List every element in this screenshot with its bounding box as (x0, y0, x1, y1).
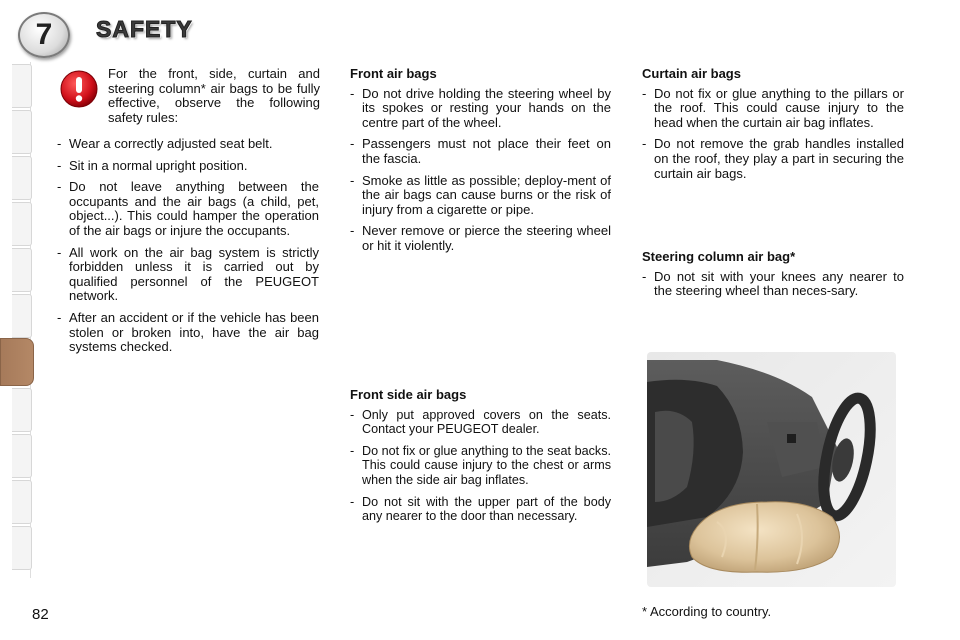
list-item-text: Passengers must not place their feet on the fascia. (362, 136, 611, 166)
bullet-dash: - (350, 494, 355, 509)
list-item (642, 270, 904, 299)
section-heading: Steering column air bag* (642, 249, 796, 264)
page-number: 82 (32, 606, 49, 623)
chapter-tab[interactable] (12, 434, 32, 478)
chapter-tab[interactable] (12, 388, 32, 432)
list-item (57, 311, 319, 355)
bullet-dash: - (350, 172, 355, 188)
bullet-dash: - (642, 136, 647, 152)
bullet-dash: - (642, 85, 647, 101)
list-item-text: Never remove or pierce the steering wheel or hit it violently. (362, 223, 611, 253)
chapter-tab[interactable] (12, 202, 32, 246)
list-item-text: Do not fix or glue anything to the pillars or the roof. This could cause injury to the head when the curtain air bag inflates. (654, 85, 904, 130)
list-item-text: Do not remove the grab handles installed on the roof, they play a part in securing the curtain air bags. (654, 136, 904, 181)
chapter-tab[interactable] (12, 64, 32, 108)
steering-column-airbag-illustration (647, 352, 896, 587)
list-item-text: Do not fix or glue anything to the seat backs. This could cause injury to the chest or arms when the side air bag inflates. (362, 443, 611, 487)
list-item-text: All work on the air bag system is strictly forbidden unless it is carried out by qualified personnel of the PEUGEOT network. (69, 244, 319, 304)
list-item (57, 246, 319, 304)
list-item-text: After an accident or if the vehicle has been stolen or broken into, have the air bag systems checked. (69, 309, 319, 355)
list-item (350, 495, 611, 524)
list-item (57, 159, 319, 174)
bullet-dash: - (350, 407, 355, 422)
list-item-text: Do not leave anything between the occupants and the air bags (a child, pet, object...). This could hamper the operation of the air bags or injure the occupants. (69, 179, 319, 238)
bullet-dash: - (350, 136, 355, 152)
list-item (350, 174, 611, 218)
front-side-air-bags-section (350, 388, 611, 531)
curtain-air-bags-list (642, 87, 904, 182)
bullet-dash: - (57, 136, 62, 151)
list-item (350, 224, 611, 253)
list-item-text: Wear a correctly adjusted seat belt. (69, 136, 273, 151)
bullet-dash: - (57, 179, 62, 195)
bullet-dash: - (350, 223, 355, 239)
front-air-bags-list (350, 87, 611, 254)
section-heading: Curtain air bags (642, 66, 741, 81)
exclamation-warning-icon (60, 70, 98, 108)
bullet-dash: - (350, 443, 355, 458)
bullet-dash: - (642, 268, 647, 284)
chapter-title: SAFETY (96, 16, 193, 42)
intro-text: For the front, side, curtain and steering column* air bags to be fully effective, observe the following safety rules: (108, 66, 320, 125)
list-item (350, 408, 611, 437)
front-side-air-bags-list (350, 408, 611, 524)
bullet-dash: - (57, 157, 62, 173)
bullet-dash: - (57, 244, 62, 260)
steering-column-air-bag-section (642, 250, 904, 306)
bullet-dash: - (350, 85, 355, 101)
chapter-tab-strip (0, 62, 32, 578)
list-item-text: Do not sit with the upper part of the body any nearer to the door than necessary. (362, 494, 611, 524)
list-item-text: Do not sit with your knees any nearer to the steering wheel than neces-sary. (654, 268, 904, 299)
bullet-dash: - (57, 309, 62, 325)
chapter-tab[interactable] (12, 480, 32, 524)
list-item-text: Do not drive holding the steering wheel by its spokes or resting your hands on the centre part of the wheel. (362, 85, 611, 130)
general-rules-list (57, 137, 319, 355)
steering-column-air-bag-list (642, 270, 904, 299)
list-item (57, 137, 319, 152)
list-item (350, 87, 611, 131)
chapter-number-badge: 7 (18, 12, 70, 58)
list-item-text: Sit in a normal upright position. (69, 157, 248, 173)
list-item (350, 444, 611, 488)
list-item (642, 87, 904, 131)
list-item-text: Only put approved covers on the seats. Contact your PEUGEOT dealer. (362, 407, 611, 437)
front-air-bags-section (350, 67, 611, 261)
list-item (350, 137, 611, 166)
list-item (642, 137, 904, 181)
chapter-tab-active[interactable] (0, 338, 34, 386)
list-item-text: Smoke as little as possible; deploy-ment of the air bags can cause burns or the risk of injury from a cigarette or pipe. (362, 172, 611, 217)
footnote: * According to country. (642, 604, 772, 619)
section-heading: Front side air bags (350, 387, 467, 402)
general-rules (57, 137, 319, 362)
curtain-air-bags-section (642, 67, 904, 188)
chapter-tab[interactable] (12, 526, 32, 570)
chapter-tab[interactable] (12, 248, 32, 292)
section-heading: Front air bags (350, 66, 437, 81)
list-item (57, 180, 319, 238)
chapter-tab[interactable] (12, 294, 32, 338)
chapter-tab[interactable] (12, 110, 32, 154)
chapter-tab[interactable] (12, 156, 32, 200)
